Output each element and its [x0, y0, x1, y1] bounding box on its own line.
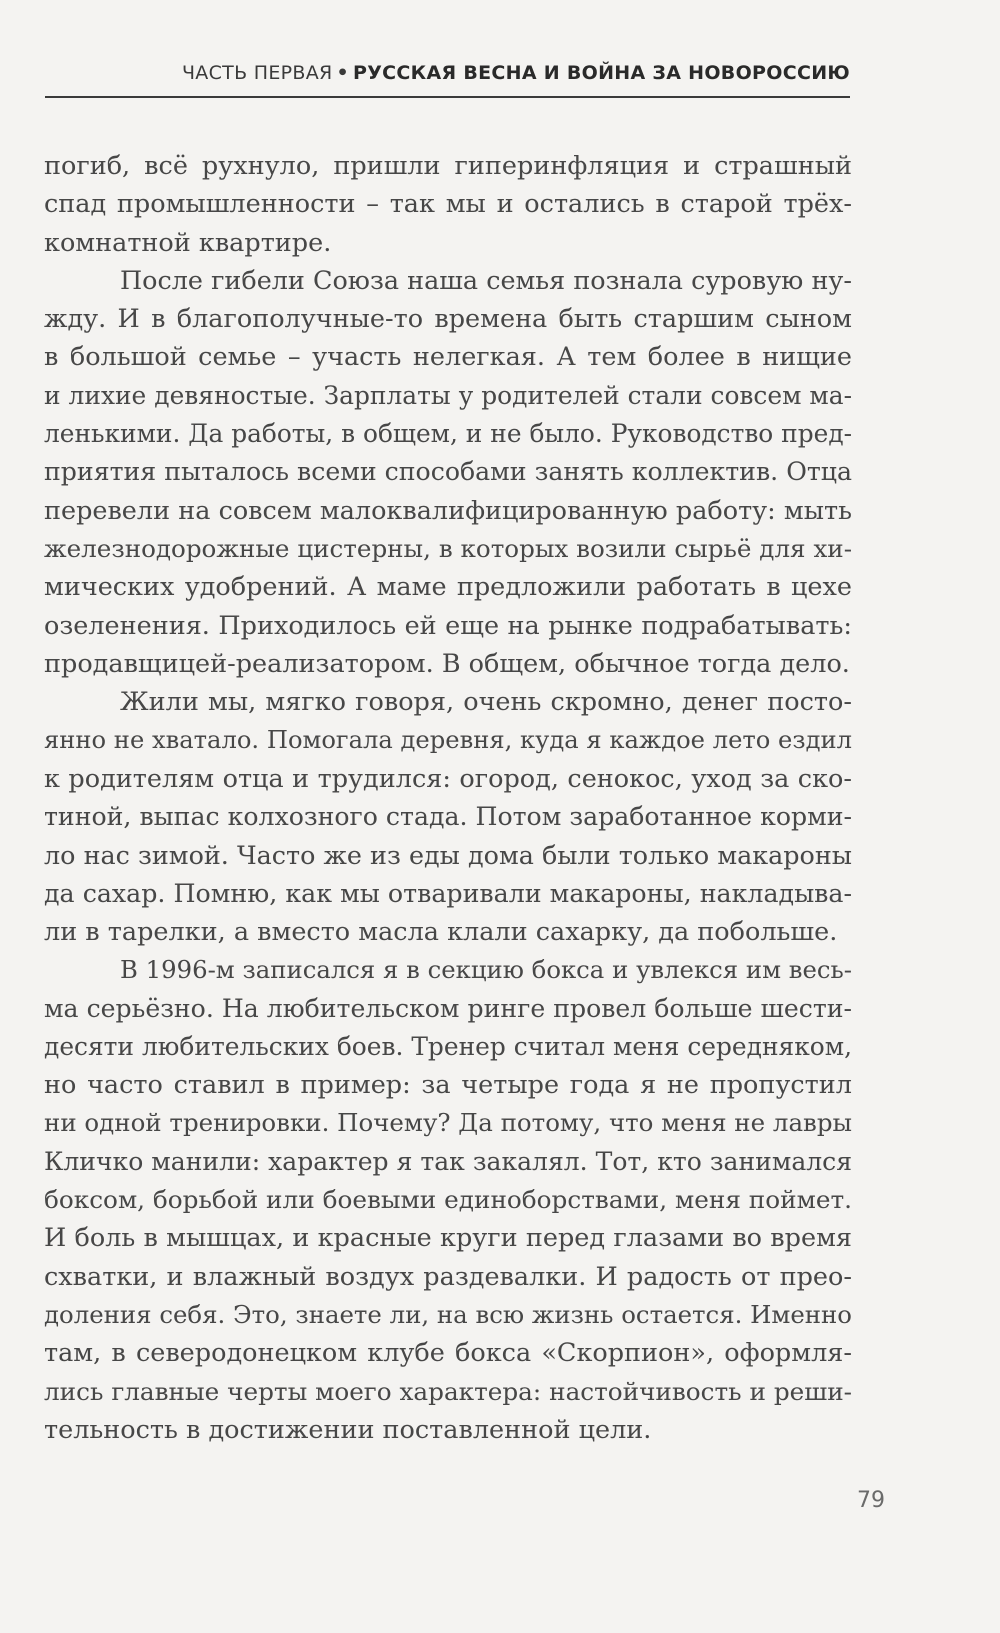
text-line: в большой семье – участь нелегкая. А тем более в нищие — [44, 342, 852, 373]
running-head-separator: • — [336, 62, 349, 84]
text-line: продавщицей-реализатором. В общем, обычное тогда дело. — [44, 648, 850, 679]
text-line: Жили мы, мягко говоря, очень скромно, денег посто- — [120, 687, 852, 718]
text-line: жду. И в благополучные-то времена быть старшим сыном — [44, 304, 852, 335]
text-line: доления себя. Это, знаете ли, на всю жизнь остается. Именно — [44, 1299, 852, 1329]
paragraph-2 — [44, 262, 852, 683]
running-head-chapter: РУССКАЯ ВЕСНА И ВОЙНА ЗА НОВОРОССИЮ — [352, 62, 850, 84]
text-line: После гибели Союза наша семья познала суровую ну- — [120, 265, 852, 296]
text-line: схватки, и влажный воздух раздевалки. И радость от прео- — [44, 1261, 852, 1292]
text-line: ли в тарелки, а вместо масла клали сахарку, да побольше. — [44, 916, 838, 947]
paragraph-1 — [44, 147, 852, 262]
text-line: янно не хватало. Помогала деревня, куда я каждое лето ездил — [44, 726, 852, 755]
text-line: спад промышленности – так мы и остались в старой трёх- — [44, 189, 852, 220]
text-line: ни одной тренировки. Почему? Да потому, что меня не лавры — [44, 1108, 852, 1138]
text-line: комнатной квартире. — [44, 227, 332, 258]
text-line: железнодорожные цистерны, в которых возили сырьё для хи- — [44, 533, 852, 563]
text-line: ло нас зимой. Часто же из еды дома были только макароны — [44, 840, 852, 871]
text-line: лись главные черты моего характера: настойчивость и реши- — [44, 1376, 852, 1406]
text-line: ма серьёзно. На любительском ринге провел больше шести- — [44, 993, 852, 1023]
text-line: И боль в мышцах, и красные круги перед глазами во время — [44, 1223, 852, 1254]
page-number: 79 — [857, 1488, 885, 1513]
text-line: к родителям отца и трудился: огород, сенокос, уход за ско- — [44, 763, 852, 794]
paragraph-4 — [44, 951, 852, 1449]
text-line: да сахар. Помню, как мы отваривали макароны, накладыва- — [44, 878, 852, 908]
text-line: там, в северодонецком клубе бокса «Скорпион», оформля- — [44, 1338, 852, 1369]
paragraph-3 — [44, 683, 852, 951]
text-line: тельность в достижении поставленной цели. — [44, 1414, 652, 1445]
body-text — [44, 147, 852, 1449]
text-line: ленькими. Да работы, в общем, и не было. Руководство пред- — [44, 419, 852, 449]
text-line: приятия пыталось всеми способами занять коллектив. Отца — [44, 457, 852, 487]
running-head — [45, 62, 850, 98]
text-line: В 1996-м записался я в секцию бокса и увлекся им весь- — [120, 955, 852, 985]
text-line: боксом, борьбой или боевыми единоборствами, меня поймет. — [44, 1185, 852, 1215]
text-line: озеленения. Приходилось ей еще на рынке подрабатывать: — [44, 610, 852, 641]
text-line: и лихие девяностые. Зарплаты у родителей стали совсем ма- — [44, 380, 852, 410]
text-line: но часто ставил в пример: за четыре года я не пропустил — [44, 1070, 852, 1101]
text-line: перевели на совсем малоквалифицированную работу: мыть — [44, 495, 852, 526]
text-line: десяти любительских боев. Тренер считал меня середняком, — [44, 1031, 852, 1061]
text-line: тиной, выпас колхозного стада. Потом заработанное корми- — [44, 802, 852, 832]
text-line: Кличко манили: характер я так закалял. Тот, кто занимался — [44, 1146, 852, 1176]
running-head-part: ЧАСТЬ ПЕРВАЯ — [181, 62, 333, 84]
text-line: погиб, всё рухнуло, пришли гиперинфляция и страшный — [44, 151, 852, 181]
text-line: мических удобрений. А маме предложили работать в цехе — [44, 572, 852, 603]
